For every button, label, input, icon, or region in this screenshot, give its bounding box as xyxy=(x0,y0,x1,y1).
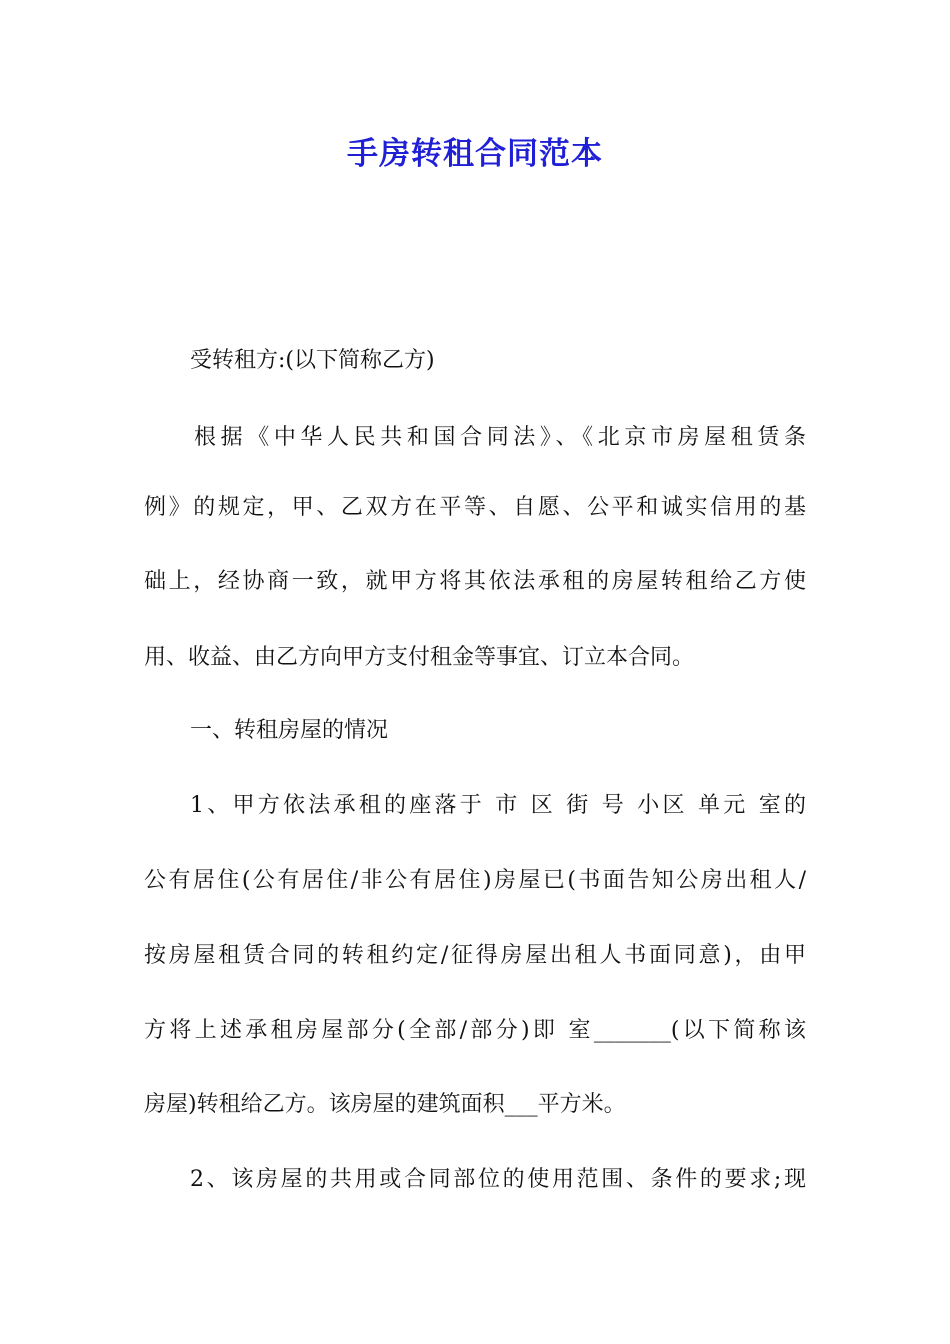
paragraph-line: 按房屋租赁合同的转租约定/征得房屋出租人书面同意)，由甲 xyxy=(144,943,806,968)
paragraph-line: 根据《中华人民共和国合同法》、《北京市房屋租赁条 xyxy=(194,425,806,450)
paragraph-line: 受转租方:(以下简称乙方) xyxy=(190,348,435,373)
paragraph-line: 公有居住(公有居住/非公有居住)房屋已(书面告知公房出租人/ xyxy=(144,868,806,893)
paragraph-line: 1、甲方依法承租的座落于 市 区 街 号 小区 单元 室的 xyxy=(190,793,806,818)
section-heading: 一、转租房屋的情况 xyxy=(190,718,389,743)
paragraph-line: 方将上述承租房屋部分(全部/部分)即 室_______(以下简称该 xyxy=(144,1018,806,1043)
paragraph-line: 用、收益、由乙方向甲方支付租金等事宜、订立本合同。 xyxy=(144,645,695,670)
paragraph-line: 例》的规定，甲、乙双方在平等、自愿、公平和诚实信用的基 xyxy=(144,495,806,520)
document-title: 手房转租合同范本 xyxy=(347,136,603,172)
paragraph-line: 房屋)转租给乙方。该房屋的建筑面积___平方米。 xyxy=(144,1092,626,1117)
paragraph-line: 础上，经协商一致，就甲方将其依法承租的房屋转租给乙方使 xyxy=(144,569,806,594)
paragraph-line: 2、该房屋的共用或合同部位的使用范围、条件的要求;现 xyxy=(190,1167,806,1192)
